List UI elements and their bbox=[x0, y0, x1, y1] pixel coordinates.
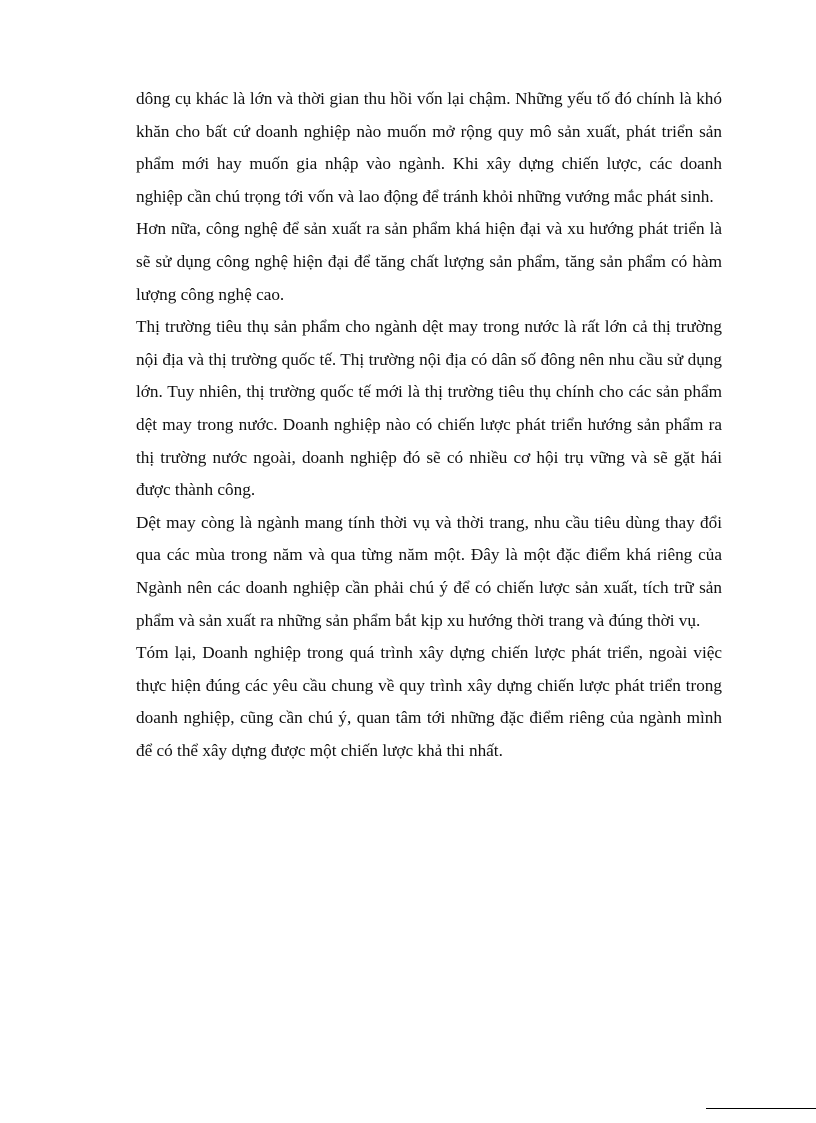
footnote-separator-line bbox=[706, 1108, 816, 1109]
paragraph-capital-and-labor: dông cụ khác là lớn và thời gian thu hồi vốn lại chậm. Những yếu tố đó chính là khó khăn cho bất cứ doanh nghiệp nào muốn mở rộng quy mô sản xuất, phát triển sản phẩm mới hay muốn gia nhập vào ngành. Khi xây dựng chiến lược, các doanh nghiệp cần chú trọng tới vốn và lao động để tránh khỏi những vướng mắc phát sinh. bbox=[136, 89, 722, 206]
paragraph-technology: Hơn nữa, công nghệ để sản xuất ra sản phẩm khá hiện đại và xu hướng phát triển là sẽ sử dụng công nghệ hiện đại để tăng chất lượng sản phẩm, tăng sản phẩm có hàm lượng công nghệ cao. bbox=[136, 219, 722, 304]
document-body bbox=[136, 83, 722, 767]
paragraph-seasonality: Dệt may còng là ngành mang tính thời vụ và thời trang, nhu cầu tiêu dùng thay đổi qua các mùa trong năm và qua từng năm một. Đây là một đặc điểm khá riêng của Ngành nên các doanh nghiệp cần phải chú ý để có chiến lược sản xuất, tích trữ sản phẩm và sản xuất ra những sản phẩm bắt kịp xu hướng thời trang và đúng thời vụ. bbox=[136, 512, 722, 630]
paragraph-conclusion: Tóm lại, Doanh nghiệp trong quá trình xây dựng chiến lược phát triển, ngoài việc thực hiện đúng các yêu cầu chung về quy trình xây dựng chiến lược phát triển trong doanh nghiệp, cũng cần chú ý, quan tâm tới những đặc điểm riêng của ngành mình để có thể xây dựng được một chiến lược khả thi nhất. bbox=[136, 643, 722, 760]
paragraph-market: Thị trường tiêu thụ sản phẩm cho ngành dệt may trong nước là rất lớn cả thị trường nội địa và thị trường quốc tế. Thị trường nội địa có dân số đông nên nhu cầu sử dụng lớn. Tuy nhiên, thị trường quốc tế mới là thị trường tiêu thụ chính cho các sản phẩm dệt may trong nước. Doanh nghiệp nào có chiến lược phát triển hướng sản phẩm ra thị trường nước ngoài, doanh nghiệp đó sẽ có nhiều cơ hội trụ vững và sẽ gặt hái được thành công. bbox=[136, 317, 722, 500]
